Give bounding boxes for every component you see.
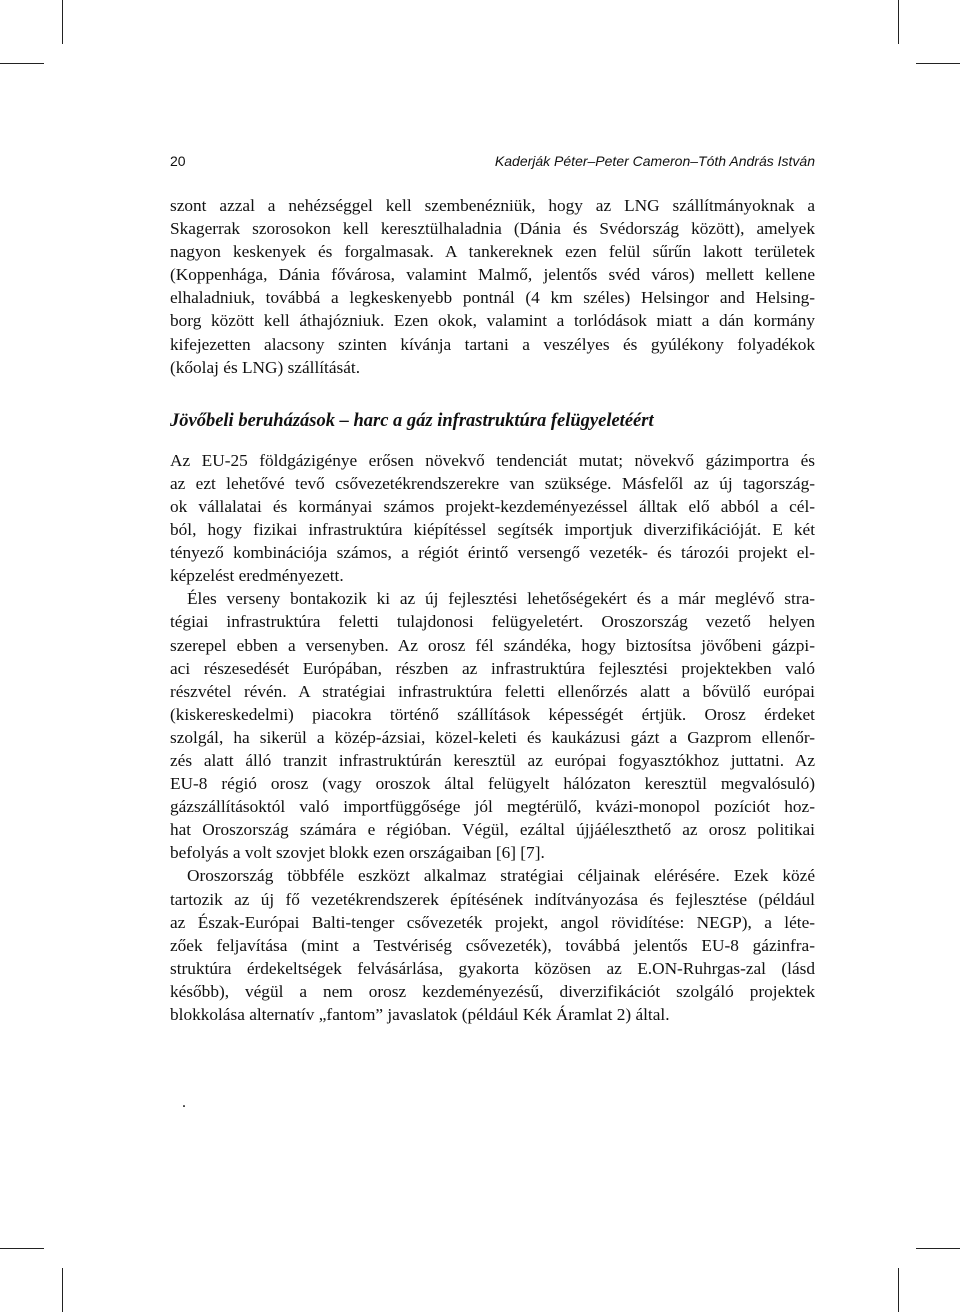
text-line: blokkolása alternatív „fantom” javaslatok (például Kék Áramlat 2) által.: [170, 1005, 670, 1024]
text-line: nagyon keskenyek és forgalmasak. A tankereknek ezen felül sűrűn lakott területek: [170, 242, 815, 262]
text-line: ból, hogy fizikai infrastruktúra kiépítéssel segítsék importjuk diverzifikációját. E két: [170, 520, 815, 540]
text-line: zés alatt álló tranzit infrastruktúrán keresztül az európai fogyasztókhoz juttatni. Az: [170, 750, 815, 770]
text-line: később), végül a nem orosz kezdeményezésű, diverzifikációt szolgáló projektek: [170, 981, 815, 1001]
text-line: szerepel ebben a versenyben. Az orosz fél szándéka, hogy biztosítsa jövőbeni gázpi-: [170, 635, 815, 655]
text-line: aci részesedését Európában, részben az infrastruktúra fejlesztési projektekben való: [170, 658, 815, 678]
crop-mark: [916, 1248, 960, 1249]
crop-mark: [898, 0, 899, 44]
text-line: EU-8 régió orosz (vagy oroszok által felügyelt hálózaton keresztül megvalósuló): [170, 774, 815, 794]
text-line: szolgál, ha sikerül a közép-ázsiai, közel-keleti és kaukázusi gázt a Gazprom ellenőr-: [170, 727, 815, 747]
text-line: (kőolaj és LNG) szállítását.: [170, 357, 361, 377]
text-line: Skagerrak szorosokon kell keresztülhaladnia (Dánia és Svédország között), amelyek: [170, 219, 815, 239]
text-line: Az EU-25 földgázigénye erősen növekvő tendenciát mutat; növekvő gázimportra és: [170, 450, 815, 470]
text-line: az Észak-Európai Balti-tenger csővezeték projekt, angol rövidítése: NEGP), a léte-: [170, 912, 815, 932]
text-line: ok vállalatai és kormányai számos projekt-kezdeményezéssel álltak elő abból a cél-: [170, 496, 815, 516]
crop-mark: [62, 0, 63, 44]
footer-mark: .: [182, 1094, 186, 1111]
body-text: [170, 194, 815, 1026]
text-line: szont azzal a nehézséggel kell szembenézniük, hogy az LNG szállítmányoknak a: [170, 196, 815, 215]
text-line: borg között kell áthajózniuk. Ezen okok, valamint a torlódások miatt a dán kormány: [170, 311, 815, 331]
running-header: [170, 153, 815, 169]
crop-mark: [0, 63, 44, 64]
crop-mark: [0, 1248, 44, 1249]
paragraph: [170, 449, 815, 588]
text-line: (Koppenhága, Dánia fővárosa, valamint Malmő, jelentős svéd város) mellett kellene: [170, 265, 815, 285]
section-heading: Jövőbeli beruházások – harc a gáz infrastruktúra felügyeletéért: [170, 410, 654, 431]
text-line: elhaladniuk, továbbá a legkeskenyebb pontnál (4 km széles) Helsingor and Helsing-: [170, 288, 815, 308]
text-line: hat Oroszország számára e régióban. Végül, ezáltal újjáéleszthető az orosz politikai: [170, 820, 815, 840]
text-line: részvétel révén. A stratégiai infrastruktúra feletti ellenőrzés alatt a bővülő európai: [170, 681, 815, 701]
text-line: (kiskereskedelmi) piacokra történő szállítások képességét értjük. Orosz érdeket: [170, 704, 815, 724]
text-line: Éles verseny bontakozik ki az új fejlesztési lehetőségekért és a már meglévő stra-: [187, 589, 815, 609]
crop-mark: [898, 1268, 899, 1312]
page-number: 20: [170, 153, 186, 169]
text-line: az ezt lehetővé tevő csővezetékrendszerekre van szüksége. Másfelől az új tagország-: [170, 473, 815, 493]
crop-mark: [916, 63, 960, 64]
text-line: gázszállításoktól való importfüggősége jól megtérülő, kvázi-monopol pozíciót hoz-: [170, 797, 815, 817]
text-line: struktúra érdekeltségek felvásárlása, gyakorta közösen az E.ON-Ruhrgas-zal (lásd: [170, 958, 815, 978]
crop-mark: [62, 1268, 63, 1312]
text-line: kifejezetten alacsony szinten kívánja tartani a veszélyes és gyúlékony folyadékok: [170, 334, 815, 354]
paragraph: [170, 194, 815, 379]
text-line: tégiai infrastruktúra feletti tulajdonosi felügyeletért. Oroszország vezető helyen: [170, 612, 815, 632]
paragraph: [170, 864, 815, 1026]
text-line: tartozik az új fő vezetékrendszerek építésének indítványozása és fejlesztése (például: [170, 889, 815, 909]
paragraph: [170, 587, 815, 864]
text-line: zőek feljavítása (mint a Testvériség csővezeték), továbbá jelentős EU-8 gázinfra-: [170, 935, 815, 955]
text-line: képzelést eredményezett.: [170, 566, 344, 586]
text-line: befolyás a volt szovjet blokk ezen országaiban [6] [7].: [170, 843, 545, 863]
running-head-authors: Kaderják Péter–Peter Cameron–Tóth András István: [494, 153, 815, 169]
text-line: Oroszország többféle eszközt alkalmaz stratégiai céljainak elérésére. Ezek közé: [187, 866, 815, 886]
text-line: tényező kombinációja számos, a régiót érintő versengő vezeték- és tározói projekt el-: [170, 543, 815, 563]
